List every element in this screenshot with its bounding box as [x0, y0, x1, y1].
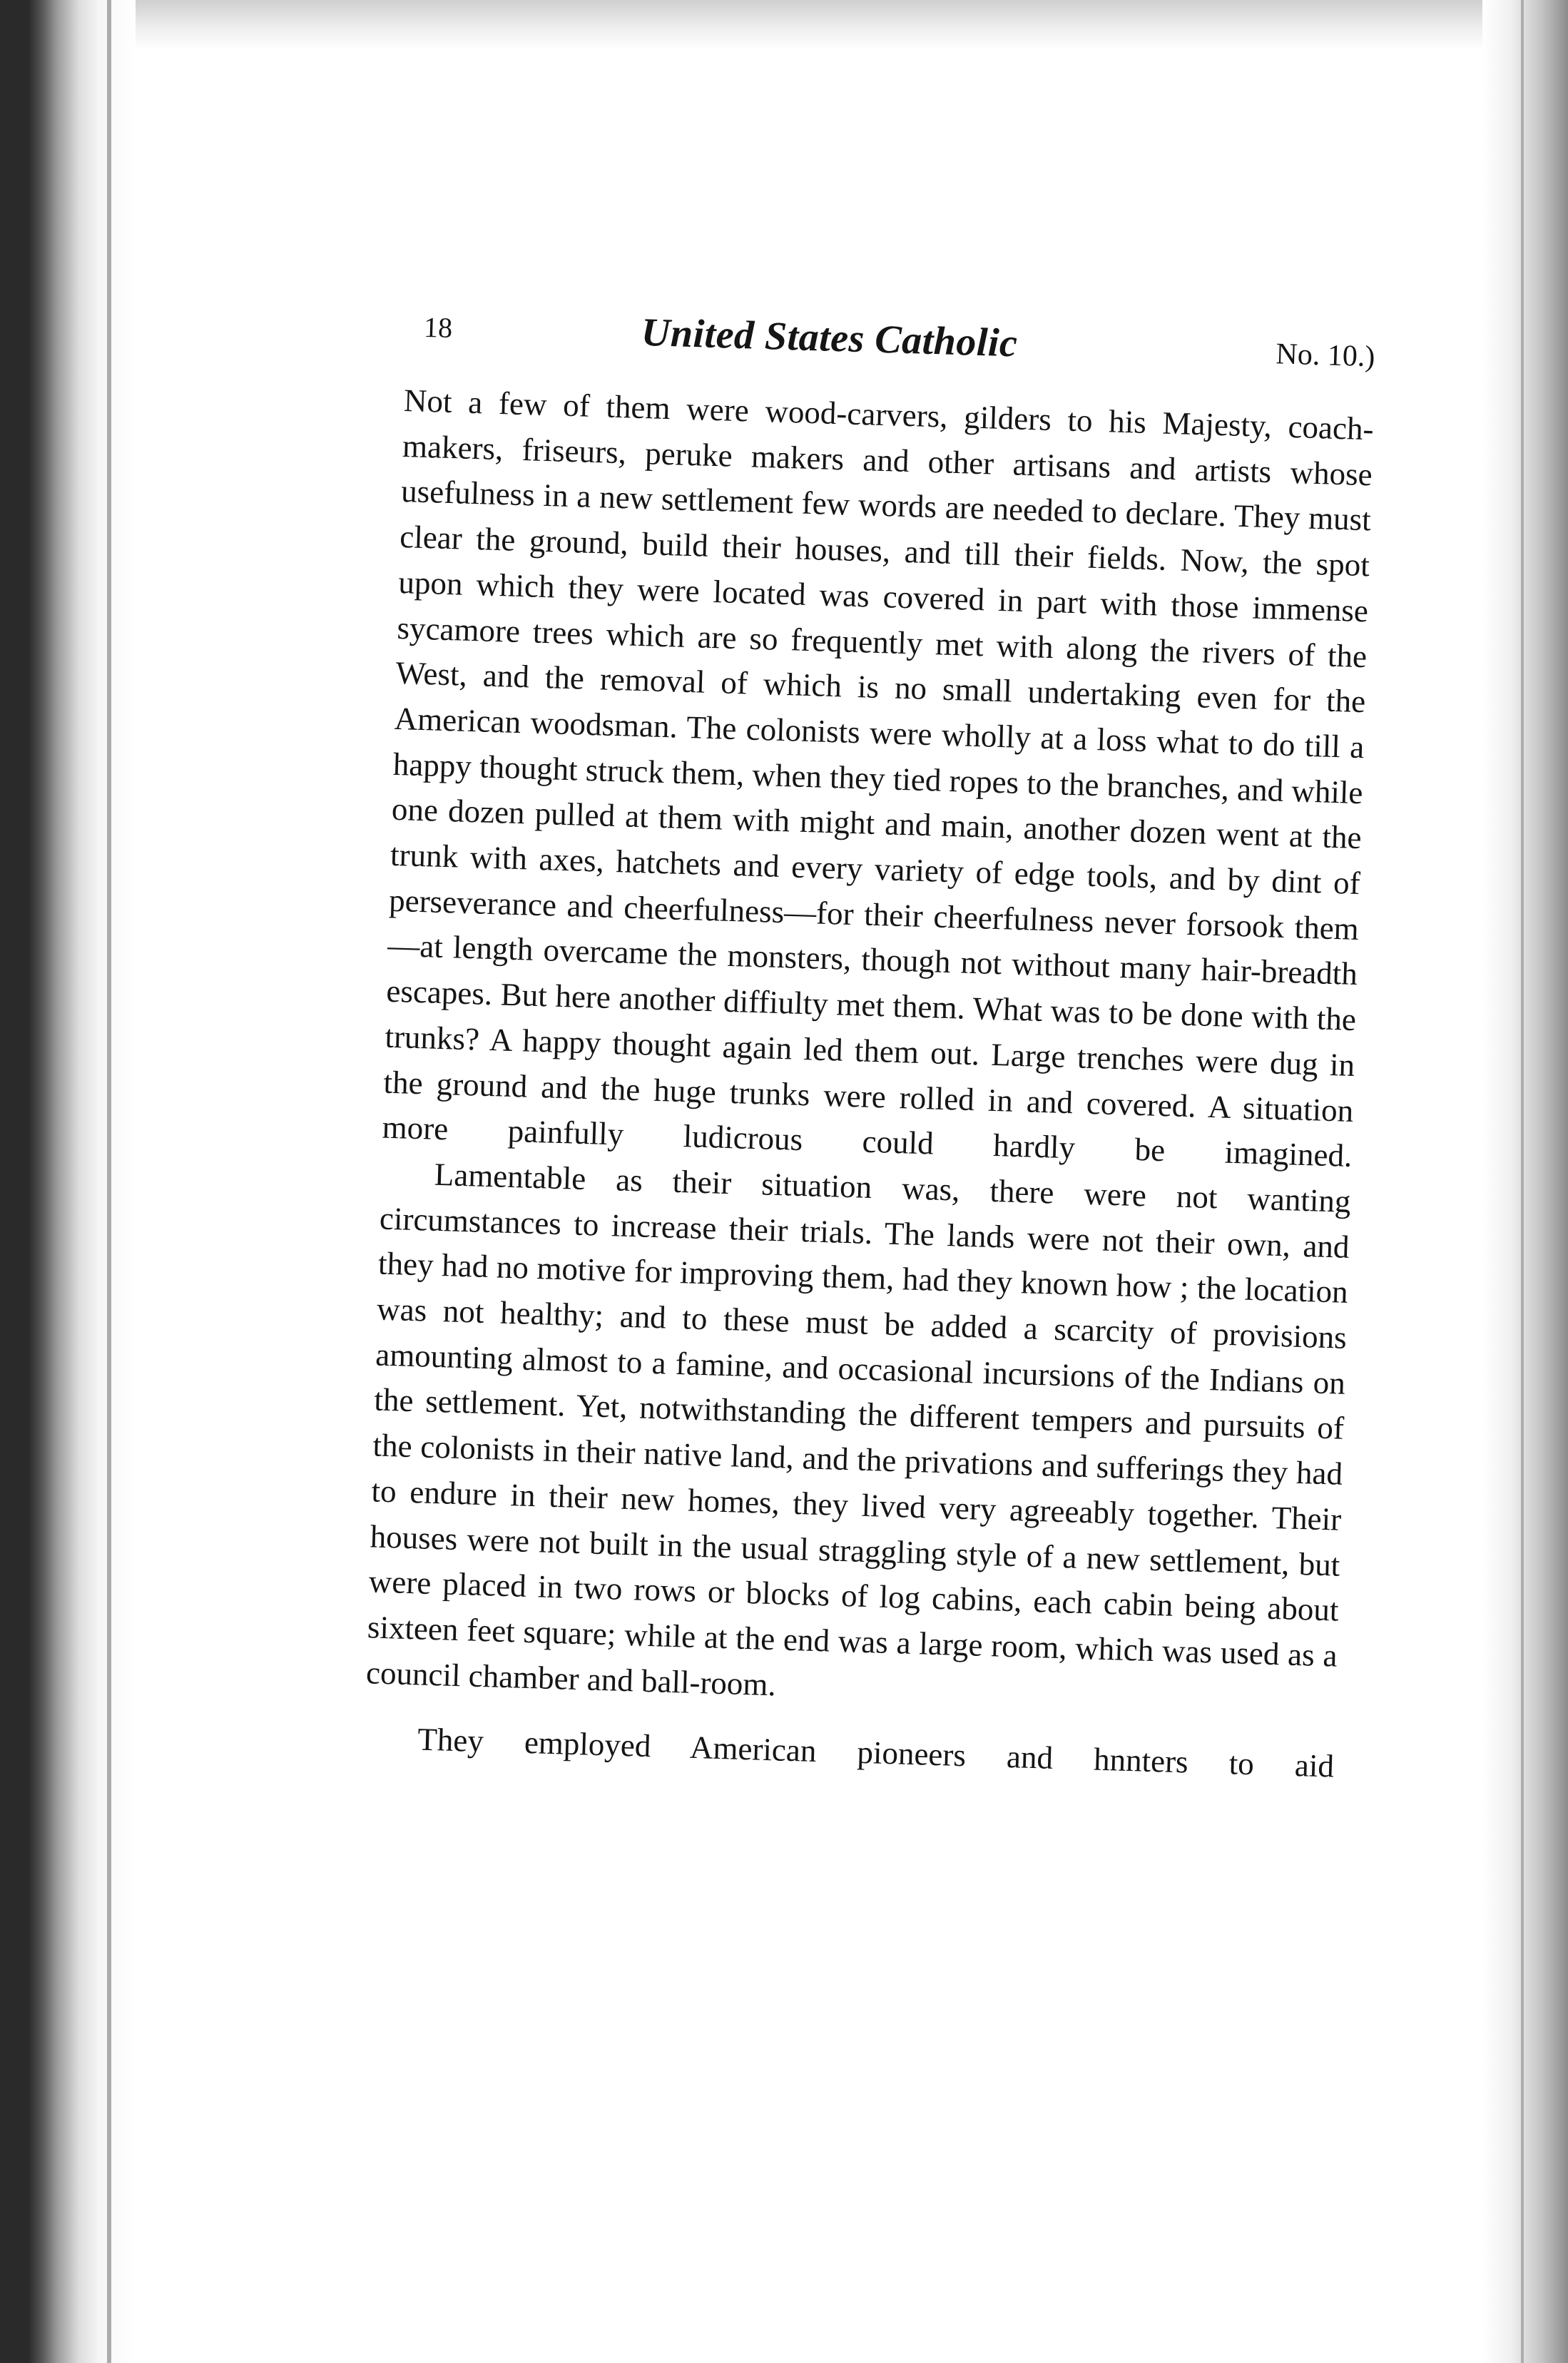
- binding-crease: [107, 0, 111, 2363]
- page-right-crease: [1521, 0, 1524, 2363]
- page-number: 18: [423, 310, 453, 345]
- book-binding-edge: [0, 0, 136, 2363]
- paragraph: Not a few of them were wood-carvers, gilders to his Majesty, coach-makers, friseurs, peruke makers and other artisans and artists whose usefulness in a new settlement few words are needed to declare. They must clear the ground, build their houses, and till their fields. Now, the spot upon which they were located was covered in part with those immense sycamore trees which are so frequently met with along the rivers of the West, and the removal of which is no small undertaking even for the American woodsman. The colonists were wholly at a loss what to do till a happy thought struck them, when they tied ropes to the branches, and while one dozen pulled at them with might and main, another dozen went at the trunk with axes, hatchets and every variety of edge tools, and by dint of perseverance and cheerfulness—for their cheerfulness never forsook them—at length overcame the monsters, though not without many hair-breadth escapes. But here another diffiulty met them. What was to be done with the trunks? A happy thought again led them out. Large trenches were dug in the ground and the huge trunks were rolled in and covered. A situation more painfully ludicrous could hardly be imagined.: [382, 382, 1375, 1174]
- running-title: United States Catholic: [641, 310, 1019, 366]
- issue-number: No. 10.): [1275, 337, 1376, 374]
- page-right-edge: [1482, 0, 1568, 2363]
- paragraph: Lamentable as their situation was, there were not wanting circumstances to increase their trials. The lands were not their own, and they had no motive for improving them, had they known how ; the location was not healthy; and to these must be added a scarcity of provisions amounting almost to a famine, and occasional incursions of the Indians on the settlement. Yet, notwithstanding the different tempers and pursuits of the colonists in their native land, and the privations and sufferings they had to endure in their new homes, they lived very agreeably together. Their houses were not built in the usual straggling style of a new settlement, but were placed in two rows or blocks of log cabins, each cabin being about sixteen feet square; while at the end was a large room, which was used as a council chamber and ball-room.: [365, 1156, 1352, 1703]
- body-text: [364, 378, 1375, 1790]
- paragraph: They employed American pioneers and hnnters to aid: [417, 1721, 1335, 1784]
- book-page: [306, 298, 1412, 2041]
- page-top-edge: [0, 0, 1568, 50]
